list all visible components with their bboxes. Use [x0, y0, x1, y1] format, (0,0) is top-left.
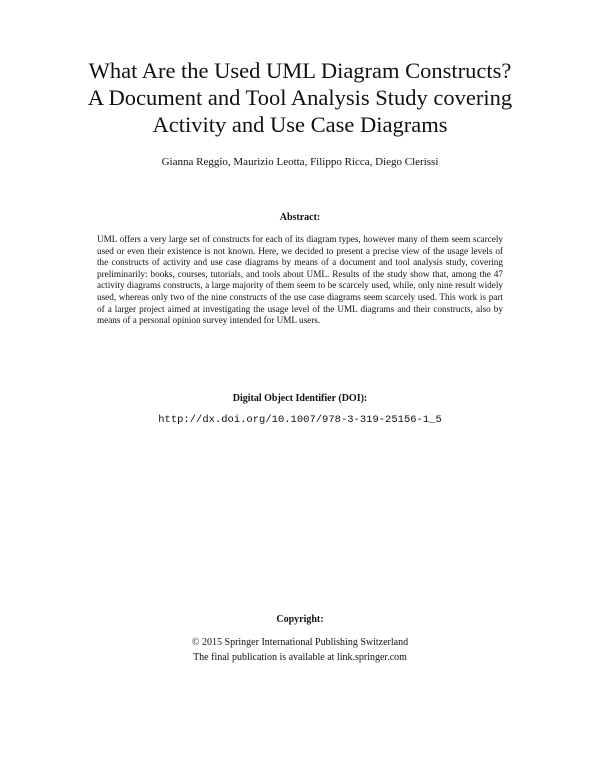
doi-heading: Digital Object Identifier (DOI): — [232, 393, 368, 404]
publication-availability-note: The final publication is available at link.springer.com — [193, 652, 407, 663]
author-list: Gianna Reggio, Maurizio Leotta, Filippo Ricca, Diego Clerissi — [161, 156, 439, 168]
copyright-notice: © 2015 Springer International Publishing Switzerland — [191, 637, 409, 648]
copyright-heading: Copyright: — [276, 614, 324, 625]
abstract-heading: Abstract: — [279, 212, 321, 223]
paper-title-line-1: What Are the Used UML Diagram Constructs? — [88, 58, 512, 83]
abstract-body: UML offers a very large set of constructs for each of its diagram types, however many of them seem scarcely used or even their existence is not known. Here, we decided to present a precise view of the usage levels of the constructs of activity and use case diagrams by means of a document and tool analysis study, covering preliminarily: books, courses, tutorials, and tools about UML. Results of the study show that, among the 47 activity diagrams constructs, a large majority of them seem to be scarcely used, while, only nine result widely used, whereas only two of the nine constructs of the use case diagrams seem scarcely used. This work is part of a larger project aimed at investigating the usage level of the UML diagrams and their constructs, also by means of a personal opinion survey intended for UML users. — [97, 234, 503, 326]
paper-title-line-3: Activity and Use Case Diagrams — [152, 112, 448, 137]
doi-link[interactable]: http://dx.doi.org/10.1007/978-3-319-25156-1_5 — [158, 414, 442, 426]
paper-title-line-2: A Document and Tool Analysis Study covering — [87, 85, 513, 110]
paper-title — [40, 57, 560, 138]
